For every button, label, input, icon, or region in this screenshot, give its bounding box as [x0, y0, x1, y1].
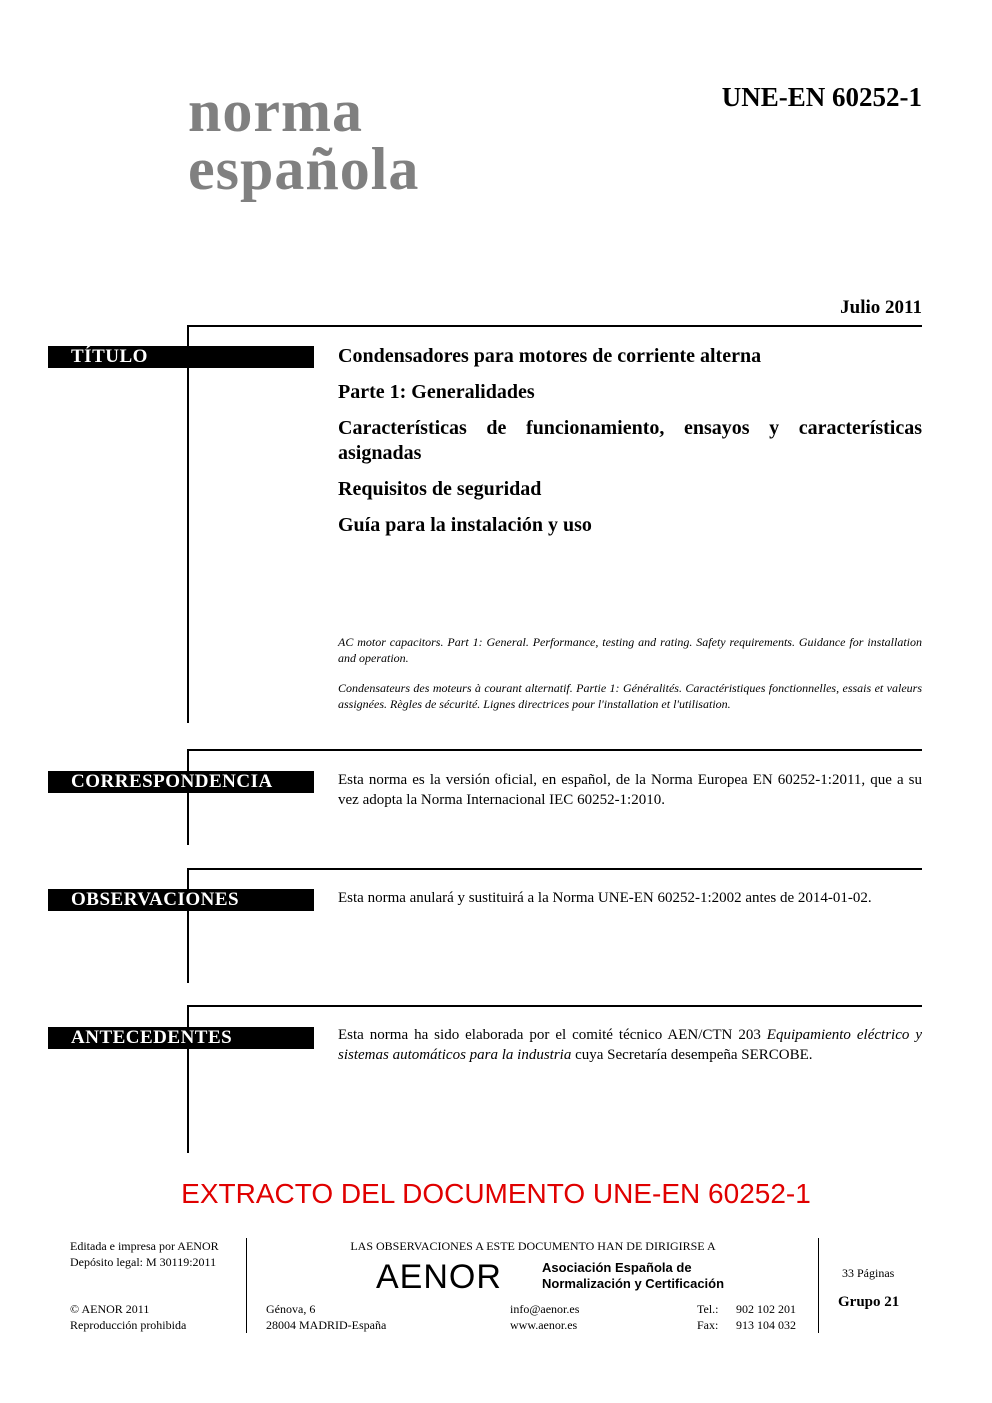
- antecedentes-text-end: cuya Secretaría desempeña SERCOBE.: [571, 1047, 813, 1063]
- tel-label: Tel.:: [697, 1302, 719, 1316]
- reproduction-notice: Reproducción prohibida: [70, 1318, 187, 1332]
- address-street: Génova, 6: [266, 1302, 316, 1316]
- copyright: © AENOR 2011: [70, 1302, 150, 1316]
- footer-edition: [70, 1238, 219, 1270]
- label-titulo: TÍTULO: [48, 346, 314, 368]
- document-code: UNE-EN 60252-1: [721, 82, 922, 112]
- french-title: Condensateurs des moteurs à courant alternatif. Partie 1: Généralités. Caractéristiques fonctionnelles, essais et valeurs assignées. Règles de sécurité. Lignes directrices pour l'installation et l'utilisation.: [338, 681, 922, 711]
- website: www.aenor.es: [510, 1318, 578, 1332]
- committee-name: Equipamiento eléctrico y sistemas automáticos para la industria: [338, 1027, 922, 1063]
- footer-copyright: [70, 1301, 186, 1333]
- contact-online: [510, 1301, 579, 1333]
- observations-note: LAS OBSERVACIONES A ESTE DOCUMENTO HAN DE DIRIGIRSE A: [350, 1239, 716, 1253]
- label-correspondencia: CORRESPONDENCIA: [48, 771, 314, 793]
- title-line: Parte 1: Generalidades: [338, 381, 535, 403]
- title-line: Características de funcionamiento, ensayos y características asignadas: [338, 417, 922, 464]
- extract-notice: EXTRACTO DEL DOCUMENTO UNE-EN 60252-1: [181, 1178, 811, 1209]
- section-divider-correspondencia: [188, 749, 922, 751]
- page-count: 33 Páginas: [842, 1266, 895, 1280]
- association-line-2: Normalización y Certificación: [542, 1276, 725, 1291]
- title-line: Requisitos de seguridad: [338, 478, 542, 500]
- section-vline-correspondencia: [187, 749, 189, 845]
- address-city: 28004 MADRID-España: [266, 1318, 387, 1332]
- section-divider-antecedentes: [188, 1005, 922, 1007]
- espanola-line: española: [188, 136, 420, 202]
- price-group: Grupo 21: [838, 1294, 900, 1310]
- association-line-1: Asociación Española de: [542, 1260, 692, 1275]
- section-divider-observaciones: [188, 868, 922, 870]
- label-observaciones: OBSERVACIONES: [48, 889, 314, 911]
- footer-divider-right: [818, 1238, 819, 1333]
- norma-line: norma: [188, 78, 363, 144]
- norma-espanola-heading: [188, 78, 420, 202]
- antecedentes-text: [338, 1025, 922, 1065]
- fax-label: Fax:: [697, 1318, 719, 1332]
- edited-by: Editada e impresa por AENOR: [70, 1239, 219, 1253]
- label-antecedentes: ANTECEDENTES: [48, 1027, 314, 1049]
- section-vline-observaciones: [187, 868, 189, 983]
- correspondencia-text: Esta norma es la versión oficial, en español, de la Norma Europea EN 60252-1:2011, que a su vez adopta la Norma Internacional IEC 60252-1:2010.: [338, 772, 922, 808]
- english-title: AC motor capacitors. Part 1: General. Performance, testing and rating. Safety requirements. Guidance for installation and operation.: [338, 635, 922, 665]
- section-vline-titulo: [187, 325, 189, 723]
- observaciones-text: Esta norma anulará y sustituirá a la Norma UNE-EN 60252-1:2002 antes de 2014-01-02.: [338, 890, 872, 906]
- aenor-association-name: [542, 1260, 724, 1292]
- footer-divider-left: [246, 1238, 247, 1333]
- tel-number: 902 102 201: [736, 1302, 796, 1316]
- section-divider-titulo: [188, 325, 922, 327]
- antecedentes-text-start: Esta norma ha sido elaborada por el comité técnico AEN/CTN 203: [338, 1027, 767, 1043]
- phone-labels: [697, 1301, 719, 1333]
- phone-numbers: [736, 1301, 796, 1333]
- address: [266, 1301, 386, 1333]
- title-line: Condensadores para motores de corriente alterna: [338, 345, 762, 367]
- fax-number: 913 104 032: [736, 1318, 796, 1332]
- aenor-logo: AENOR: [376, 1258, 502, 1296]
- document-date: Julio 2011: [840, 297, 922, 318]
- title-line: Guía para la instalación y uso: [338, 514, 592, 536]
- email: info@aenor.es: [510, 1302, 580, 1316]
- title-lines: [338, 344, 922, 549]
- legal-deposit: Depósito legal: M 30119:2011: [70, 1255, 217, 1269]
